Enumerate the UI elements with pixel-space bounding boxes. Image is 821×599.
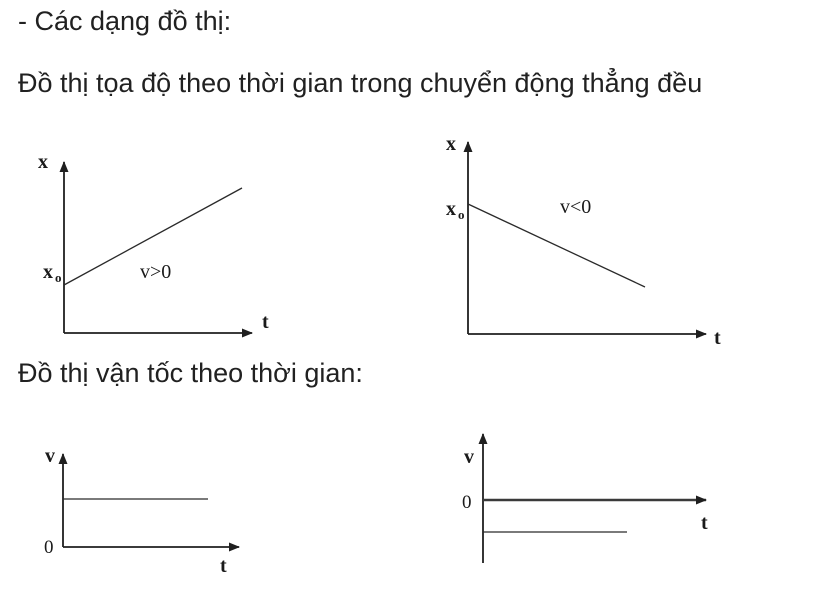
origin-label: 0 [44,537,54,558]
x-axis-label: t [220,555,227,577]
intercept-label: x [43,261,53,283]
intercept-label: x [446,198,456,220]
position-time-graph-positive-velocity [30,130,290,345]
origin-label: 0 [462,492,472,513]
section-heading: - Các dạng đồ thị: [18,6,232,36]
position-time-graph-negative-velocity [438,125,738,355]
velocity-annotation: v<0 [560,196,592,218]
y-axis-label: v [45,445,55,467]
position-line-falling [468,204,645,287]
velocity-time-graph-negative [450,425,730,575]
y-axis-label: x [38,151,48,173]
intercept-subscript: o [55,270,62,285]
x-axis-label: t [701,512,708,534]
x-axis-label: t [714,327,721,349]
x-axis-label: t [262,311,269,333]
velocity-time-graph-positive [35,440,250,590]
position-graphs-title: Đồ thị tọa độ theo thời gian trong chuyển động thẳng đều [18,68,703,98]
intercept-subscript: o [458,207,465,222]
velocity-annotation: v>0 [140,261,172,283]
velocity-graphs-title: Đồ thị vận tốc theo thời gian: [18,358,363,388]
y-axis-label: x [446,133,456,155]
y-axis-label: v [464,446,474,468]
